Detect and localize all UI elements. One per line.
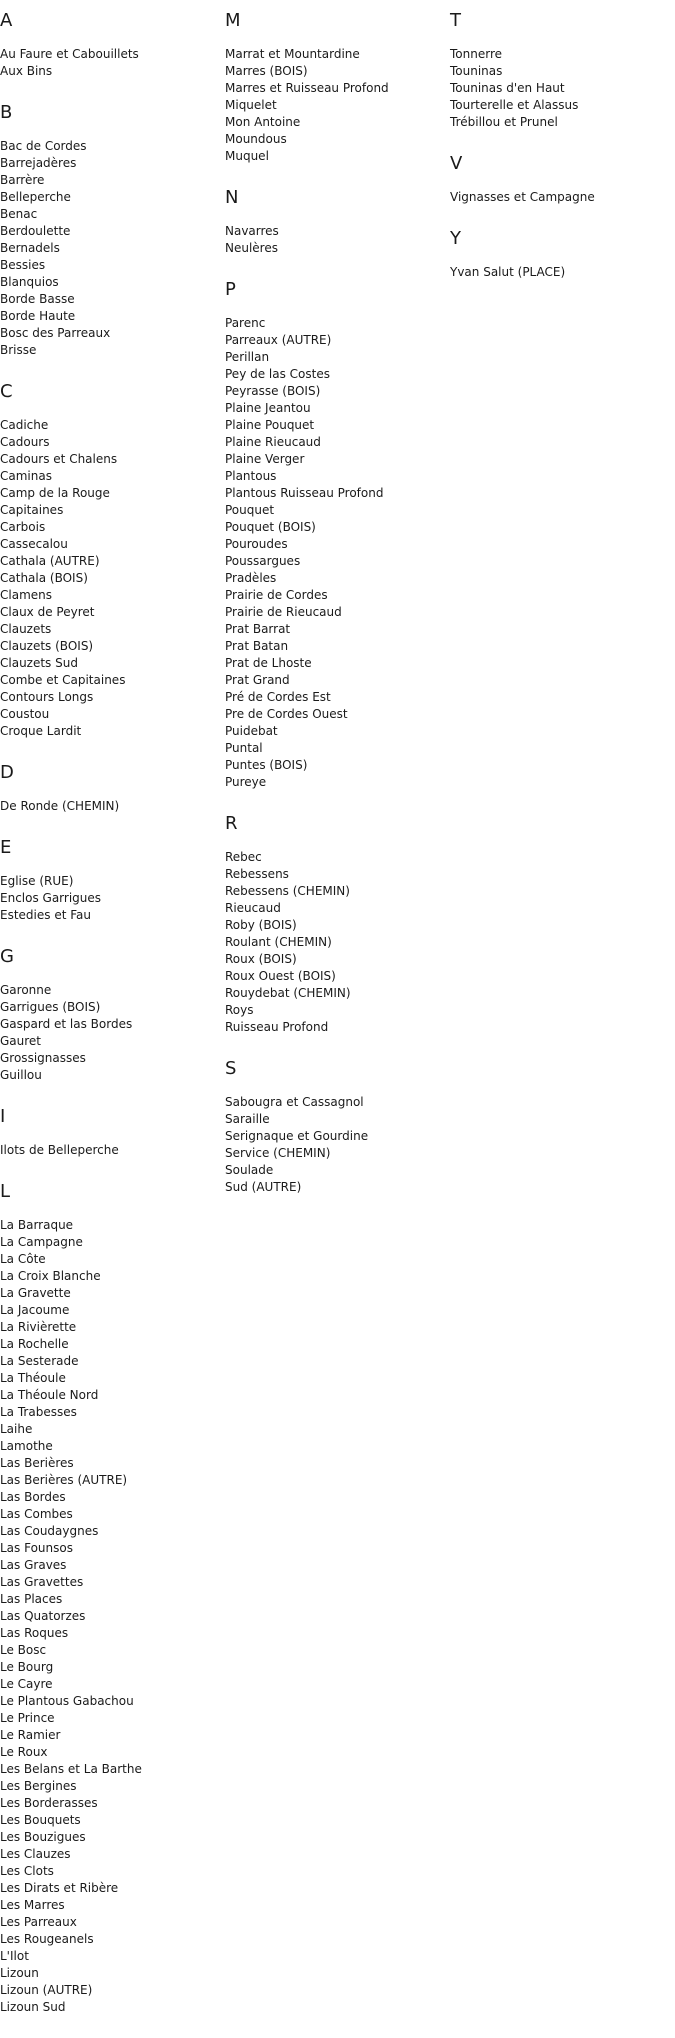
place-item[interactable]: Plaine Rieucaud [225, 435, 321, 449]
place-item[interactable]: Le Ramier [0, 1728, 61, 1742]
place-item[interactable]: Saraille [225, 1112, 270, 1126]
place-item[interactable]: Soulade [225, 1163, 274, 1177]
place-item[interactable]: Les Marres [0, 1898, 65, 1912]
place-item[interactable]: Berdoulette [0, 224, 71, 238]
place-item[interactable]: Brisse [0, 343, 37, 357]
place-item[interactable]: Croque Lardit [0, 724, 82, 738]
place-item[interactable]: Puntal [225, 741, 263, 755]
place-item[interactable]: Garonne [0, 983, 52, 997]
place-item[interactable]: Lizoun Sud [0, 2000, 66, 2014]
letter-heading: N [225, 187, 239, 208]
letter-heading: D [0, 762, 14, 783]
place-item[interactable]: Prairie de Rieucaud [225, 605, 342, 619]
place-item[interactable]: Laihe [0, 1422, 33, 1436]
letter-heading: L [0, 1181, 11, 1202]
place-item[interactable]: La Théoule [0, 1371, 66, 1385]
place-item[interactable]: La Rochelle [0, 1337, 69, 1351]
place-list [450, 46, 670, 131]
place-item[interactable]: Gauret [0, 1034, 42, 1048]
place-item[interactable]: La Rivièrette [0, 1320, 77, 1334]
place-item[interactable]: Las Founsos [0, 1541, 73, 1555]
place-item[interactable]: Las Gravettes [0, 1575, 84, 1589]
place-item[interactable]: Las Places [0, 1592, 63, 1606]
place-item[interactable]: La Campagne [0, 1235, 83, 1249]
place-item[interactable]: Guillou [0, 1068, 42, 1082]
place-item[interactable]: Miquelet [225, 98, 277, 112]
place-list [225, 1094, 445, 1196]
place-item[interactable]: Trébillou et Prunel [450, 115, 558, 129]
letter-group-l [0, 1181, 220, 2016]
place-item[interactable]: Les Belans et La Barthe [0, 1762, 142, 1776]
place-item[interactable]: Serignaque et Gourdine [225, 1129, 369, 1143]
letter-group-r [225, 813, 445, 1036]
place-item[interactable]: Clauzets [0, 622, 52, 636]
place-item[interactable]: Pré de Cordes Est [225, 690, 331, 704]
letter-group-a [0, 10, 220, 80]
place-item[interactable]: Carbois [0, 520, 46, 534]
letter-heading: T [450, 10, 461, 31]
place-item[interactable]: Tourterelle et Alassus [450, 98, 579, 112]
place-item[interactable]: Clauzets Sud [0, 656, 78, 670]
place-item[interactable]: Contours Longs [0, 690, 94, 704]
place-item[interactable]: Pre de Cordes Ouest [225, 707, 348, 721]
place-list [225, 46, 445, 165]
place-item[interactable]: Les Bouzigues [0, 1830, 86, 1844]
place-item[interactable]: Navarres [225, 224, 279, 238]
place-item[interactable]: Le Roux [0, 1745, 48, 1759]
index-column-3 [450, 10, 670, 303]
letter-group-y [450, 228, 670, 281]
letter-heading: M [225, 10, 241, 31]
place-item[interactable]: Prat Grand [225, 673, 290, 687]
place-list [0, 138, 220, 359]
place-item[interactable]: Les Parreaux [0, 1915, 77, 1929]
place-item[interactable]: Roby (BOIS) [225, 918, 297, 932]
place-item[interactable]: Rieucaud [225, 901, 281, 915]
place-item[interactable]: Borde Haute [0, 309, 76, 323]
place-item[interactable]: Clamens [0, 588, 52, 602]
place-item[interactable]: Touninas d'en Haut [450, 81, 565, 95]
place-item[interactable]: La Barraque [0, 1218, 74, 1232]
place-item[interactable]: Marres et Ruisseau Profond [225, 81, 389, 95]
letter-group-e [0, 837, 220, 924]
place-item[interactable]: Borde Basse [0, 292, 75, 306]
place-item[interactable]: Marres (BOIS) [225, 64, 308, 78]
place-item[interactable]: Enclos Garrigues [0, 891, 102, 905]
place-item[interactable]: Roux Ouest (BOIS) [225, 969, 336, 983]
place-item[interactable]: Les Clauzes [0, 1847, 71, 1861]
place-item[interactable]: Clauzets (BOIS) [0, 639, 94, 653]
place-item[interactable]: Barrejadères [0, 156, 77, 170]
place-item[interactable]: Plaine Pouquet [225, 418, 315, 432]
place-item[interactable]: Las Combes [0, 1507, 73, 1521]
place-item[interactable]: La Sesterade [0, 1354, 79, 1368]
place-item[interactable]: Prairie de Cordes [225, 588, 328, 602]
place-item[interactable]: Sud (AUTRE) [225, 1180, 302, 1194]
place-item[interactable]: Pouroudes [225, 537, 288, 551]
place-item[interactable]: Les Dirats et Ribère [0, 1881, 119, 1895]
letter-heading: I [0, 1106, 6, 1127]
place-item[interactable]: Las Quatorzes [0, 1609, 86, 1623]
place-item[interactable]: Blanquios [0, 275, 59, 289]
letter-heading: A [0, 10, 13, 31]
place-item[interactable]: Les Borderasses [0, 1796, 98, 1810]
place-item[interactable]: Las Bordes [0, 1490, 66, 1504]
place-item[interactable]: Parreaux (AUTRE) [225, 333, 332, 347]
place-item[interactable]: Rebessens [225, 867, 289, 881]
letter-group-p [225, 279, 445, 791]
letter-group-n [225, 187, 445, 257]
place-item[interactable]: Las Graves [0, 1558, 67, 1572]
place-item[interactable]: Le Bourg [0, 1660, 54, 1674]
place-item[interactable]: Tonnerre [450, 47, 503, 61]
place-item[interactable]: Prat Barrat [225, 622, 291, 636]
place-item[interactable]: Cathala (AUTRE) [0, 554, 100, 568]
place-item[interactable]: Peyrasse (BOIS) [225, 384, 321, 398]
place-item[interactable]: Las Berières [0, 1456, 74, 1470]
place-item[interactable]: Coustou [0, 707, 50, 721]
place-item[interactable]: Lizoun [0, 1966, 39, 1980]
place-item[interactable]: Caminas [0, 469, 52, 483]
place-item[interactable]: Service (CHEMIN) [225, 1146, 331, 1160]
letter-group-m [225, 10, 445, 165]
place-item[interactable]: Vignasses et Campagne [450, 190, 595, 204]
place-item[interactable]: Touninas [450, 64, 503, 78]
place-item[interactable]: Plaine Verger [225, 452, 305, 466]
place-item[interactable]: Poussargues [225, 554, 301, 568]
letter-group-s [225, 1058, 445, 1196]
place-item[interactable]: Pureye [225, 775, 267, 789]
place-item[interactable]: Cassecalou [0, 537, 68, 551]
index-column-1 [0, 10, 220, 2038]
place-item[interactable]: Le Prince [0, 1711, 55, 1725]
place-item[interactable]: Yvan Salut (PLACE) [450, 265, 566, 279]
place-list [0, 982, 220, 1084]
place-list [0, 1217, 220, 2016]
place-item[interactable]: Sabougra et Cassagnol [225, 1095, 364, 1109]
letter-group-c [0, 381, 220, 740]
letter-group-t [450, 10, 670, 131]
place-item[interactable]: Claux de Peyret [0, 605, 95, 619]
place-item[interactable]: Prat de Lhoste [225, 656, 312, 670]
place-list [450, 189, 670, 206]
place-item[interactable]: Roys [225, 1003, 254, 1017]
place-item[interactable]: Les Bergines [0, 1779, 77, 1793]
place-item[interactable]: Puntes (BOIS) [225, 758, 308, 772]
place-item[interactable]: Roux (BOIS) [225, 952, 297, 966]
place-item[interactable]: Puidebat [225, 724, 278, 738]
place-item[interactable]: Parenc [225, 316, 266, 330]
place-item[interactable]: Ilots de Belleperche [0, 1143, 119, 1157]
place-item[interactable]: Cadours [0, 435, 50, 449]
place-item[interactable]: Las Berières (AUTRE) [0, 1473, 128, 1487]
place-item[interactable]: La Croix Blanche [0, 1269, 101, 1283]
place-item[interactable]: Belleperche [0, 190, 71, 204]
place-item[interactable]: Benac [0, 207, 38, 221]
place-item[interactable]: Cadiche [0, 418, 49, 432]
place-item[interactable]: La Gravette [0, 1286, 71, 1300]
place-item[interactable]: Roulant (CHEMIN) [225, 935, 332, 949]
letter-heading: C [0, 381, 13, 402]
place-item[interactable]: Neulères [225, 241, 278, 255]
place-item[interactable]: L'Ilot [0, 1949, 29, 1963]
place-item[interactable]: Le Cayre [0, 1677, 53, 1691]
place-item[interactable]: Ruisseau Profond [225, 1020, 329, 1034]
place-item[interactable]: Las Coudaygnes [0, 1524, 99, 1538]
place-item[interactable]: La Côte [0, 1252, 46, 1266]
place-item[interactable]: Combe et Capitaines [0, 673, 126, 687]
place-list [225, 849, 445, 1036]
letter-group-d [0, 762, 220, 815]
place-item[interactable]: Le Bosc [0, 1643, 47, 1657]
letter-group-i [0, 1106, 220, 1159]
place-item[interactable]: Rouydebat (CHEMIN) [225, 986, 351, 1000]
place-list [0, 417, 220, 740]
place-item[interactable]: La Jacoume [0, 1303, 70, 1317]
place-item[interactable]: Estedies et Fau [0, 908, 91, 922]
letter-heading: G [0, 946, 14, 967]
place-item[interactable]: Plaine Jeantou [225, 401, 311, 415]
letter-heading: Y [450, 228, 461, 249]
place-item[interactable]: Las Roques [0, 1626, 69, 1640]
letter-heading: R [225, 813, 238, 834]
letter-group-g [0, 946, 220, 1084]
letter-heading: P [225, 279, 236, 300]
place-item[interactable]: Bessies [0, 258, 46, 272]
index-column-2 [225, 10, 445, 1218]
place-item[interactable]: Camp de la Rouge [0, 486, 110, 500]
place-item[interactable]: Pouquet [225, 503, 275, 517]
place-item[interactable]: Lamothe [0, 1439, 53, 1453]
place-item[interactable]: Les Clots [0, 1864, 54, 1878]
place-item[interactable]: Pradèles [225, 571, 277, 585]
place-item[interactable]: Plantous [225, 469, 277, 483]
place-item[interactable]: De Ronde (CHEMIN) [0, 799, 120, 813]
place-list [450, 264, 670, 281]
place-item[interactable]: Capitaines [0, 503, 64, 517]
place-item[interactable]: Plantous Ruisseau Profond [225, 486, 384, 500]
place-item[interactable]: Pey de las Costes [225, 367, 330, 381]
place-list [0, 46, 220, 80]
place-item[interactable]: La Trabesses [0, 1405, 77, 1419]
place-item[interactable]: Barrère [0, 173, 45, 187]
place-item[interactable]: La Théoule Nord [0, 1388, 99, 1402]
letter-heading: E [0, 837, 12, 858]
place-item[interactable]: Grossignasses [0, 1051, 86, 1065]
letter-heading: V [450, 153, 463, 174]
place-item[interactable]: Aux Bins [0, 64, 53, 78]
place-list [0, 1142, 220, 1159]
place-item[interactable]: Marrat et Mountardine [225, 47, 360, 61]
place-item[interactable]: Mon Antoine [225, 115, 301, 129]
place-item[interactable]: Muquel [225, 149, 269, 163]
place-item[interactable]: Pouquet (BOIS) [225, 520, 316, 534]
place-item[interactable]: Cadours et Chalens [0, 452, 118, 466]
letter-heading: B [0, 102, 13, 123]
place-item[interactable]: Bernadels [0, 241, 60, 255]
place-item[interactable]: Perillan [225, 350, 270, 364]
place-list [0, 873, 220, 924]
place-item[interactable]: Bac de Cordes [0, 139, 87, 153]
place-item[interactable]: Le Plantous Gabachou [0, 1694, 134, 1708]
letter-heading: S [225, 1058, 237, 1079]
place-list [225, 223, 445, 257]
place-list [0, 798, 220, 815]
place-item[interactable]: Lizoun (AUTRE) [0, 1983, 93, 1997]
place-item[interactable]: Les Rougeanels [0, 1932, 94, 1946]
place-item[interactable]: Gaspard et las Bordes [0, 1017, 133, 1031]
place-item[interactable]: Bosc des Parreaux [0, 326, 111, 340]
place-item[interactable]: Au Faure et Cabouillets [0, 47, 139, 61]
place-item[interactable]: Rebec [225, 850, 262, 864]
place-item[interactable]: Cathala (BOIS) [0, 571, 88, 585]
place-item[interactable]: Les Bouquets [0, 1813, 81, 1827]
letter-group-v [450, 153, 670, 206]
place-item[interactable]: Prat Batan [225, 639, 289, 653]
place-item[interactable]: Rebessens (CHEMIN) [225, 884, 350, 898]
letter-group-b [0, 102, 220, 359]
place-list [225, 315, 445, 791]
place-item[interactable]: Eglise (RUE) [0, 874, 74, 888]
place-item[interactable]: Moundous [225, 132, 287, 146]
place-item[interactable]: Garrigues (BOIS) [0, 1000, 101, 1014]
